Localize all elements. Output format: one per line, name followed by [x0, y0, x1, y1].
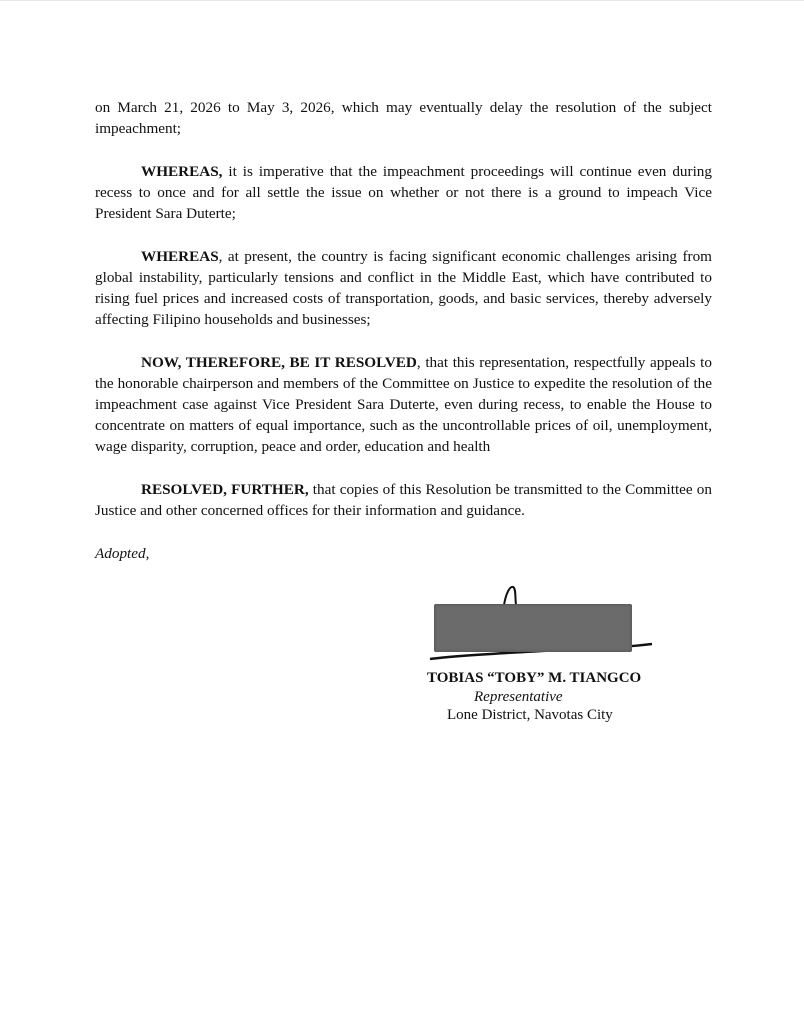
- adopted-label: Adopted,: [95, 545, 150, 562]
- signature-redaction: [434, 604, 632, 652]
- paragraph-text: , that this representation, respectfully appeals to the honorable chairperson and members of the Committee on Justice to expedite the resolution of the impeachment case against Vice President Sara Duterte, even during recess, to enable the House to concentrate on matters of equal importance, such as the uncontrollable prices of oil, unemployment, wage disparity, corruption, peace and order, education and health: [95, 354, 712, 455]
- paragraph-lead: NOW, THEREFORE, BE IT RESOLVED: [141, 354, 417, 371]
- paragraph-text: that copies of this Resolution be transmitted to the Committee on Justice and other concerned offices for their information and guidance.: [95, 481, 712, 519]
- signatory-district: Lone District, Navotas City: [447, 707, 613, 723]
- paragraph-resolved-further: [95, 479, 712, 521]
- paragraph-whereas-economy: [95, 246, 712, 330]
- signatory-name: TOBIAS “TOBY” M. TIANGCO: [427, 670, 642, 686]
- paragraph-lead: WHEREAS: [141, 248, 219, 265]
- paragraph-lead: RESOLVED, FURTHER,: [141, 481, 309, 498]
- paragraph-continuation: [95, 97, 712, 139]
- signature-block: [420, 581, 670, 731]
- paragraph-resolved: [95, 352, 712, 457]
- paragraph-lead: WHEREAS,: [141, 163, 223, 180]
- signatory-title: Representative: [474, 689, 563, 705]
- paragraph-whereas-proceedings: [95, 161, 712, 224]
- paragraph-text: on March 21, 2026 to May 3, 2026, which may eventually delay the resolution of the subject impeachment;: [95, 99, 712, 137]
- resolution-body: [95, 97, 712, 586]
- paragraph-text: it is imperative that the impeachment proceedings will continue even during recess to once and for all settle the issue on whether or not there is a ground to impeach Vice President Sara Duterte;: [95, 163, 712, 222]
- paragraph-text: , at present, the country is facing significant economic challenges arising from global instability, particularly tensions and conflict in the Middle East, which have contributed to rising fuel prices and increased costs of transportation, goods, and basic services, thereby adversely affecting Filipino households and businesses;: [95, 248, 712, 328]
